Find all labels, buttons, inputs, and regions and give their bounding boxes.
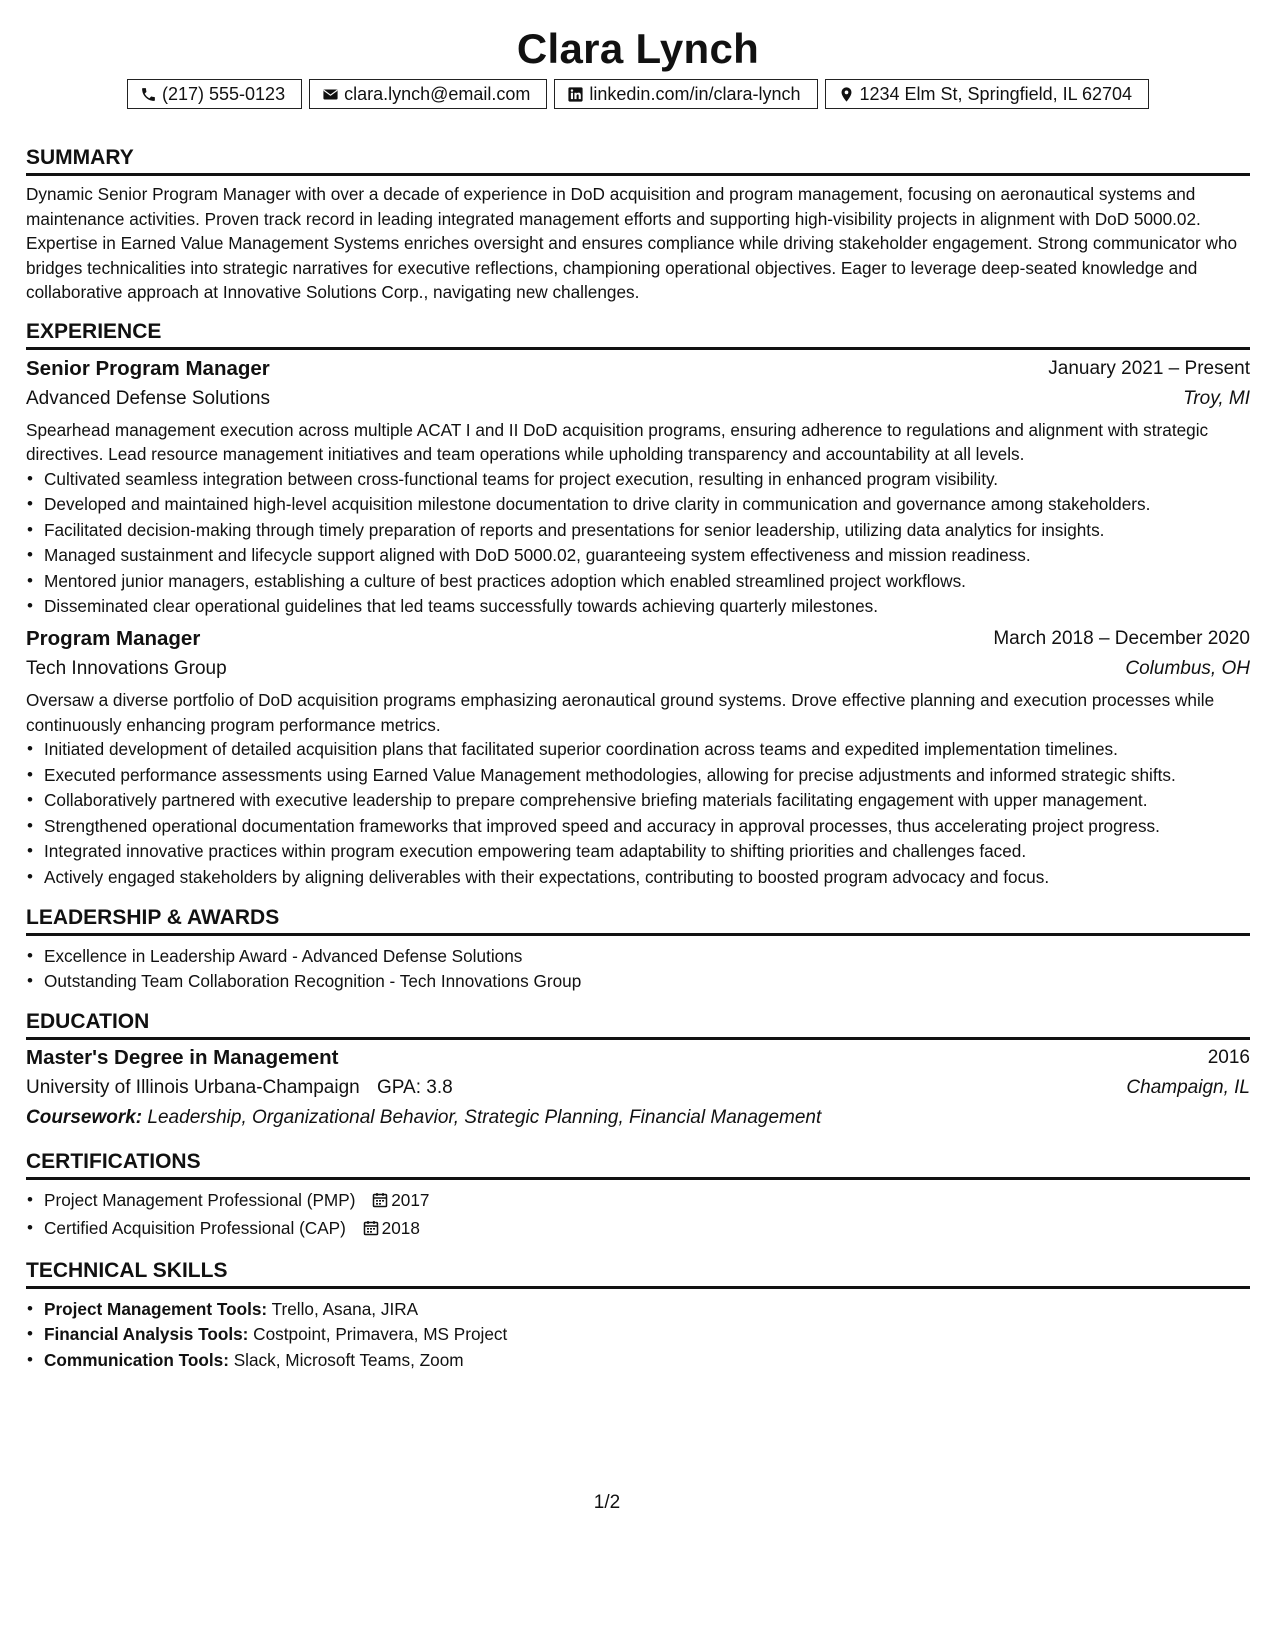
contact-linkedin[interactable] bbox=[554, 79, 817, 109]
skill-label: Communication Tools: bbox=[44, 1349, 229, 1370]
school-location: Champaign, IL bbox=[1126, 1077, 1250, 1098]
cert-year: 2018 bbox=[381, 1217, 420, 1238]
contact-bar bbox=[26, 79, 1250, 109]
job-dates: January 2021 – Present bbox=[1048, 357, 1250, 379]
skill-value: Slack, Microsoft Teams, Zoom bbox=[233, 1349, 464, 1370]
list-item: • Strengthened operational documentation frameworks that improved speed and accuracy in approval processes, thus accelerating project progress. bbox=[26, 814, 1250, 838]
coursework bbox=[26, 1103, 1250, 1133]
skill-label: Financial Analysis Tools: bbox=[44, 1324, 249, 1344]
list-item: • Facilitated decision-making through timely preparation of reports and presentations for senior leadership, utilizing data analytics for insights. bbox=[26, 518, 1250, 542]
skill-value: Trello, Asana, JIRA bbox=[271, 1298, 419, 1319]
linkedin-icon bbox=[567, 86, 584, 103]
calendar-icon bbox=[372, 1190, 388, 1214]
phone-text: (217) 555-0123 bbox=[161, 83, 286, 104]
section-title-awards: LEADERSHIP & AWARDS bbox=[26, 905, 1250, 936]
job-title: Senior Program Manager bbox=[26, 356, 270, 380]
school-name: University of Illinois Urbana-Champaign bbox=[26, 1077, 360, 1098]
list-item: • Integrated innovative practices within program execution empowering team adaptability to shifting priorities and challenges faced. bbox=[26, 839, 1250, 863]
job-location: Troy, MI bbox=[1183, 387, 1250, 409]
job-dates: March 2018 – December 2020 bbox=[993, 628, 1250, 649]
list-item bbox=[26, 1297, 1250, 1321]
section-title-education: EDUCATION bbox=[26, 1009, 1250, 1040]
experience-section bbox=[26, 319, 1250, 889]
awards-list bbox=[26, 944, 1250, 994]
envelope-icon bbox=[322, 86, 339, 103]
skill-value: Costpoint, Primavera, MS Project bbox=[253, 1324, 508, 1344]
list-item: • Outstanding Team Collaboration Recognition - Tech Innovations Group bbox=[26, 969, 1250, 993]
list-item: • Managed sustainment and lifecycle support aligned with DoD 5000.02, guaranteeing system effectiveness and mission readiness. bbox=[26, 543, 1250, 567]
summary-text: Dynamic Senior Program Manager with over a decade of experience in DoD acquisition and program management, focusing on aeronautical systems and maintenance activities. Proven track record in leading integrated management efforts and supporting high-visibility projects in alignment with DoD 5000.02. Expertise in Earned Value Management Systems enriches oversight and ensures compliance while driving stakeholder engagement. Strong communicator who bridges technicalities into strategic narratives for executive reflections, championing operational objectives. Eager to leverage deep-seated knowledge and collaborative approach at Innovative Solutions Corp., navigating new challenges. bbox=[26, 184, 1238, 302]
cert-name: Project Management Professional (PMP) bbox=[44, 1190, 356, 1210]
list-item: • Cultivated seamless integration between cross-functional teams for project execution, resulting in enhanced program visibility. bbox=[26, 467, 1250, 491]
job-company: Tech Innovations Group bbox=[26, 658, 227, 679]
page-number: 1/2 bbox=[593, 1492, 621, 1513]
cert-year: 2017 bbox=[391, 1190, 430, 1210]
job-title: Program Manager bbox=[26, 627, 201, 650]
education-section bbox=[26, 1009, 1250, 1133]
calendar-icon bbox=[363, 1218, 379, 1242]
list-item: • Excellence in Leadership Award - Advanced Defense Solutions bbox=[26, 944, 1250, 968]
certifications-section bbox=[26, 1149, 1250, 1242]
job-location: Columbus, OH bbox=[1125, 658, 1250, 679]
skills-list bbox=[26, 1297, 1250, 1372]
email-text: clara.lynch@email.com bbox=[344, 83, 531, 104]
section-title-experience: EXPERIENCE bbox=[26, 319, 1250, 350]
address-text: 1234 Elm St, Springfield, IL 62704 bbox=[859, 83, 1133, 104]
job-description: Spearhead management execution across multiple ACAT I and II DoD acquisition programs, ensuring adherence to regulations and alignment with strategic directives. Lead resource management initiatives and team operations while upholding transparency and accountability at all levels. bbox=[26, 419, 1209, 464]
skills-section bbox=[26, 1258, 1250, 1372]
contact-email[interactable] bbox=[309, 79, 547, 109]
section-title-summary: SUMMARY bbox=[26, 145, 1250, 176]
linkedin-text: linkedin.com/in/clara-lynch bbox=[589, 83, 801, 104]
gpa: GPA: 3.8 bbox=[376, 1077, 453, 1098]
list-item: • Initiated development of detailed acquisition plans that facilitated superior coordination across teams and expedited implementation timelines. bbox=[26, 737, 1250, 761]
candidate-name: Clara Lynch bbox=[516, 25, 760, 72]
job-description: Oversaw a diverse portfolio of DoD acquisition programs emphasizing aeronautical ground systems. Drove effective planning and execution processes while continuously enhancing program performance metrics. bbox=[26, 690, 1215, 735]
certifications-list bbox=[26, 1188, 1250, 1242]
contact-phone[interactable] bbox=[127, 79, 302, 109]
job-company: Advanced Defense Solutions bbox=[26, 387, 270, 409]
list-item: • Executed performance assessments using Earned Value Management methodologies, allowing for precise adjustments and informed strategic shifts. bbox=[26, 763, 1250, 787]
list-item: • Mentored junior managers, establishing a culture of best practices adoption which enabled streamlined project workflows. bbox=[26, 569, 1250, 593]
cert-name: Certified Acquisition Professional (CAP) bbox=[44, 1217, 346, 1238]
degree-year: 2016 bbox=[1207, 1047, 1250, 1068]
job-bullets bbox=[26, 467, 1250, 619]
summary-section bbox=[26, 145, 1250, 305]
skill-label: Project Management Tools: bbox=[44, 1298, 268, 1319]
list-item: • Developed and maintained high-level acquisition milestone documentation to drive clarity in communication and governance among stakeholders. bbox=[26, 492, 1250, 516]
list-item: • Actively engaged stakeholders by aligning deliverables with their expectations, contributing to boosted program advocacy and focus. bbox=[26, 865, 1250, 889]
degree-title: Master's Degree in Management bbox=[26, 1046, 339, 1069]
job-bullets bbox=[26, 737, 1250, 889]
section-title-certifications: CERTIFICATIONS bbox=[26, 1149, 1250, 1180]
coursework-label: Coursework: bbox=[26, 1107, 143, 1128]
list-item bbox=[26, 1322, 1250, 1346]
contact-address bbox=[825, 79, 1150, 109]
awards-section bbox=[26, 905, 1250, 994]
resume-page bbox=[26, 0, 1250, 1373]
section-title-skills: TECHNICAL SKILLS bbox=[26, 1258, 1250, 1289]
list-item bbox=[26, 1348, 1250, 1372]
list-item: • Collaboratively partnered with executive leadership to prepare comprehensive briefing materials facilitating engagement with upper management. bbox=[26, 788, 1250, 812]
list-item: • Disseminated clear operational guidelines that led teams successfully towards achieving quarterly milestones. bbox=[26, 594, 1250, 618]
job-entry bbox=[26, 624, 1250, 889]
map-pin-icon bbox=[838, 86, 855, 103]
coursework-list: Leadership, Organizational Behavior, Strategic Planning, Financial Management bbox=[147, 1107, 822, 1128]
job-entry bbox=[26, 354, 1250, 619]
list-item bbox=[26, 1216, 1250, 1242]
phone-icon bbox=[140, 86, 157, 103]
list-item bbox=[26, 1188, 1250, 1214]
